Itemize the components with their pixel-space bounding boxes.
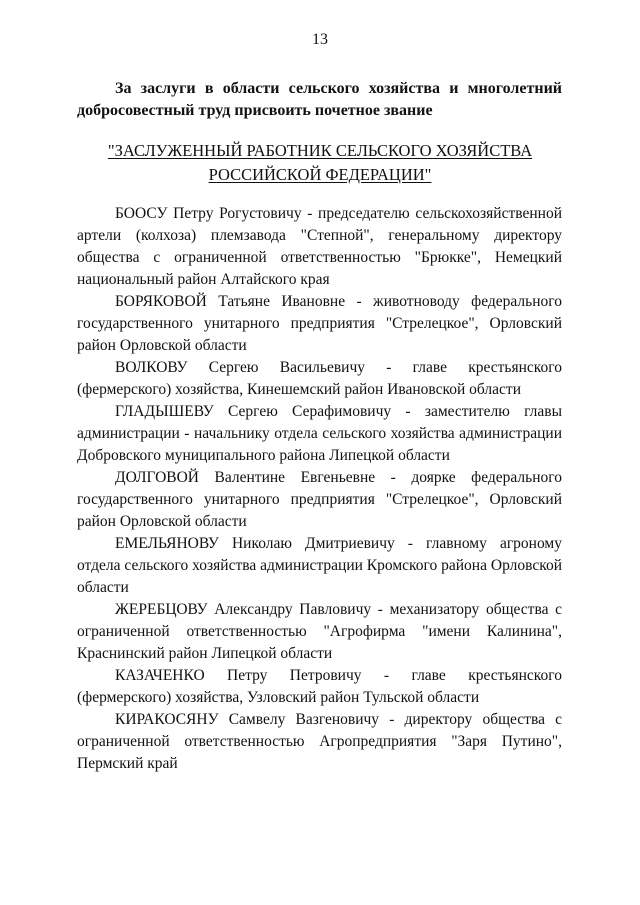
awardee-list bbox=[77, 203, 562, 775]
awardee-entry: КИРАКОСЯНУ Самвелу Вазгеновичу - директору общества с ограниченной ответственностью Агропредприятия "Заря Путино", Пермский край bbox=[77, 711, 562, 772]
awardee-entry: ГЛАДЫШЕВУ Сергею Серафимовичу - заместителю главы администрации - начальнику отдела сельского хозяйства администрации Добровского муниципального района Липецкой области bbox=[77, 403, 562, 464]
awardee-entry: ЕМЕЛЬЯНОВУ Николаю Дмитриевичу - главному агроному отдела сельского хозяйства администрации Кромского района Орловской области bbox=[77, 535, 562, 596]
honorary-title bbox=[40, 139, 600, 187]
awardee-entry: ВОЛКОВУ Сергею Васильевичу - главе крестьянского (фермерского) хозяйства, Кинешемский район Ивановской области bbox=[77, 359, 562, 398]
honorary-title-line-2: РОССИЙСКОЙ ФЕДЕРАЦИИ" bbox=[208, 165, 432, 184]
awardee-entry: ЖЕРЕБЦОВУ Александру Павловичу - механизатору общества с ограниченной ответственностью "Агрофирма "имени Калинина", Краснинский район Липецкой области bbox=[77, 601, 562, 662]
awardee-entry: ДОЛГОВОЙ Валентине Евгеньевне - доярке федерального государственного унитарного предприятия "Стрелецкое", Орловский район Орловской области bbox=[77, 469, 562, 530]
honorary-title-line-1: "ЗАСЛУЖЕННЫЙ РАБОТНИК СЕЛЬСКОГО ХОЗЯЙСТВА bbox=[107, 141, 533, 160]
award-intro: За заслуги в области сельского хозяйства и многолетний добросовестный труд присвоить почетное звание bbox=[77, 80, 562, 119]
awardee-entry: КАЗАЧЕНКО Петру Петровичу - главе крестьянского (фермерского) хозяйства, Узловский район Тульской области bbox=[77, 667, 562, 706]
awardee-entry: БОРЯКОВОЙ Татьяне Ивановне - животноводу федерального государственного унитарного предприятия "Стрелецкое", Орловский район Орловской области bbox=[77, 293, 562, 354]
page-number: 13 bbox=[312, 31, 328, 48]
awardee-entry: БООСУ Петру Рогустовичу - председателю сельскохозяйственной артели (колхоза) племзавода "Степной", генеральному директору общества с ограниченной ответственностью "Брюкке", Немецкий национальный район Алтайского края bbox=[77, 205, 562, 288]
